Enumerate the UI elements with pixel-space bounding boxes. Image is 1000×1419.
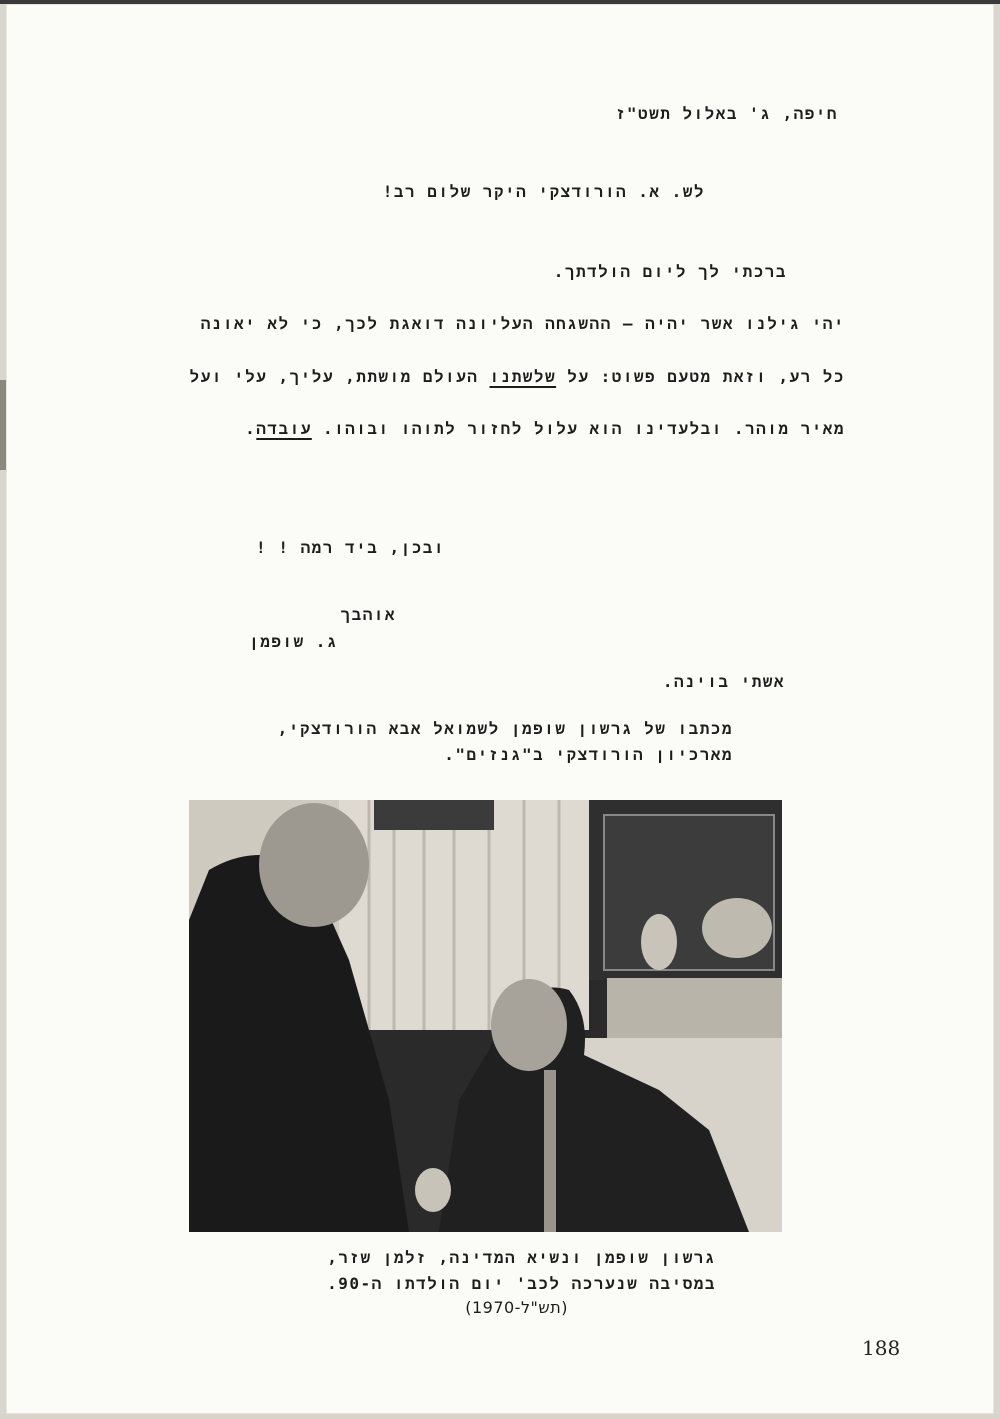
photo-caption-line-1: גרשון שופמן ונשיא המדינה, זלמן שזר, <box>327 1248 716 1267</box>
body-line-2-part-a: כל רע, וזאת מטעם פשוט: על <box>556 367 845 386</box>
photo-caption-line-3: (תש"ל-1970) <box>465 1298 568 1317</box>
letter-closing: אוהבך <box>340 605 396 624</box>
letter-body-line-1: יהי גילנו אשר יהיה – ההשגחה העליונה דואגת לכך, כי לא יאונה <box>200 314 845 333</box>
letter-postscript: אשתי בוינה. <box>662 672 785 691</box>
photo-caption-line-2: במסיבה שנערכה לכב' יום הולדתו ה-90. <box>327 1274 716 1293</box>
body-line-3-part-b: . <box>245 419 257 438</box>
scan-bottom-edge <box>0 1414 1000 1419</box>
body-line-2-underlined-word: שלשתנו <box>489 367 557 386</box>
letter-body-line-2 <box>190 367 845 387</box>
photograph-image <box>189 800 782 1232</box>
letter-dateline: חיפה, ג' באלול תשט"ז <box>615 104 838 123</box>
body-line-2-part-b: העולם מושתת, עליך, עלי ועל <box>189 367 490 386</box>
letter-salutation: לש. א. הורודצקי היקר שלום רב! <box>382 182 705 201</box>
page-number: 188 <box>862 1336 901 1360</box>
photograph <box>189 800 782 1232</box>
source-note-line-2: מארכיון הורודצקי ב"גנזים". <box>444 745 733 764</box>
letter-exclamation: ובכן, ביד רמה ! ! <box>256 538 445 557</box>
letter-signature: ג. שופמן <box>249 632 338 651</box>
body-line-3-part-a: מאיר מוהר. ובלעדינו הוא עלול לחזור לתוהו ובוהו. <box>311 419 845 438</box>
letter-body-line-3 <box>245 419 845 439</box>
body-line-3-underlined-word: עובדה <box>256 419 312 438</box>
source-note-line-1: מכתבו של גרשון שופמן לשמואל אבא הורודצקי, <box>277 719 733 738</box>
letter-greeting: ברכתי לך ליום הולדתך. <box>553 262 787 281</box>
